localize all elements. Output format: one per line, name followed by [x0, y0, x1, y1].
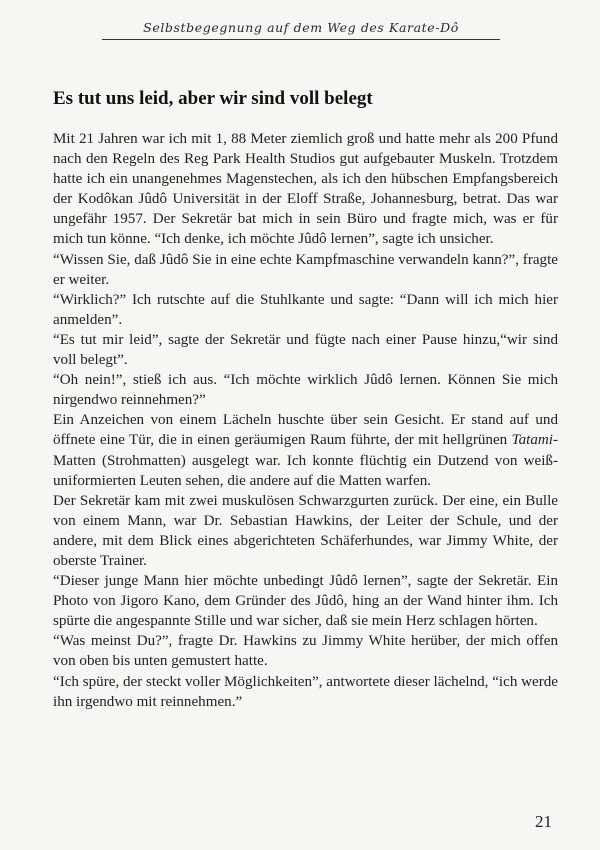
paragraph: “Ich spüre, der steckt voller Möglichkeiten”, antwortete dieser lächelnd, “ich werde ihn irgendwo mit reinnehmen.” [53, 673, 559, 710]
paragraph: Mit 21 Jahren war ich mit 1, 88 Meter ziemlich groß und hatte mehr als 200 Pfund nach den Regeln des Reg Park Health Studios gut aufgebauter Muskeln. Trotzdem hatte ich ein unangenehmes Magenstechen, als ich den hübschen Empfangsbereich der Kodôkan Jûdô Universität in der Eloff Straße, Johannesburg, betrat. Das war ungefähr 1957. Der Sekretär bat mich in sein Büro und fragte mich, was er für mich tun könne. “Ich denke, ich möchte Jûdô lernen”, sagte ich unsicher. [53, 131, 558, 248]
paragraph-text: -Matten (Strohmatten) ausgelegt war. Ich konnte flüchtig ein Dutzend von weiß-uniformierten Leuten sehen, die andere auf die Matten warfen. [53, 432, 558, 489]
paragraph-text: Ein Anzeichen von einem Lächeln huschte über sein Gesicht. Er stand auf und öffnete eine Tür, die in einen geräumigen Raum führte, der mit hellgrünen [53, 412, 558, 449]
chapter-title: Es tut uns leid, aber wir sind voll belegt [53, 88, 373, 109]
paragraph: “Wissen Sie, daß Jûdô Sie in eine echte Kampfmaschine verwandeln kann?”, fragte er weiter. [53, 251, 558, 288]
paragraph: “Es tut mir leid”, sagte der Sekretär und fügte nach einer Pause hinzu,“wir sind voll belegt”. [53, 331, 558, 369]
page-number: 21 [535, 812, 552, 831]
paragraph: Der Sekretär kam mit zwei muskulösen Schwarzgurten zurück. Der eine, ein Bulle von einem Mann, war Dr. Sebastian Hawkins, der Leiter der Schule, und der andere, mit dem Blick eines abgerichteten Schäferhundes, war Jimmy White, der oberste Trainer. [53, 492, 558, 569]
emphasis-tatami: Tatami [511, 432, 553, 449]
paragraph [53, 410, 558, 490]
running-header-title: Selbstbegegnung auf dem Weg des Karate-Dô [143, 20, 459, 35]
paragraph: “Was meinst Du?”, fragte Dr. Hawkins zu Jimmy White herüber, der mich offen von oben bis unten gemustert hatte. [53, 633, 558, 670]
paragraph: “Wirklich?” Ich rutschte auf die Stuhlkante und sagte: “Dann will ich mich hier anmelden”. [53, 291, 558, 328]
header-rule [102, 39, 500, 40]
paragraph: “Oh nein!”, stieß ich aus. “Ich möchte wirklich Jûdô lernen. Können Sie mich nirgendwo reinnehmen?” [53, 372, 558, 409]
paragraph: “Dieser junge Mann hier möchte unbedingt Jûdô lernen”, sagte der Sekretär. Ein Photo von Jigoro Kano, dem Gründer des Jûdô, hing an der Wand hinter ihm. Ich spürte die angespannte Stille und war sicher, daß sie mein Herz schlagen hörten. [53, 573, 558, 630]
body-text [53, 129, 558, 712]
